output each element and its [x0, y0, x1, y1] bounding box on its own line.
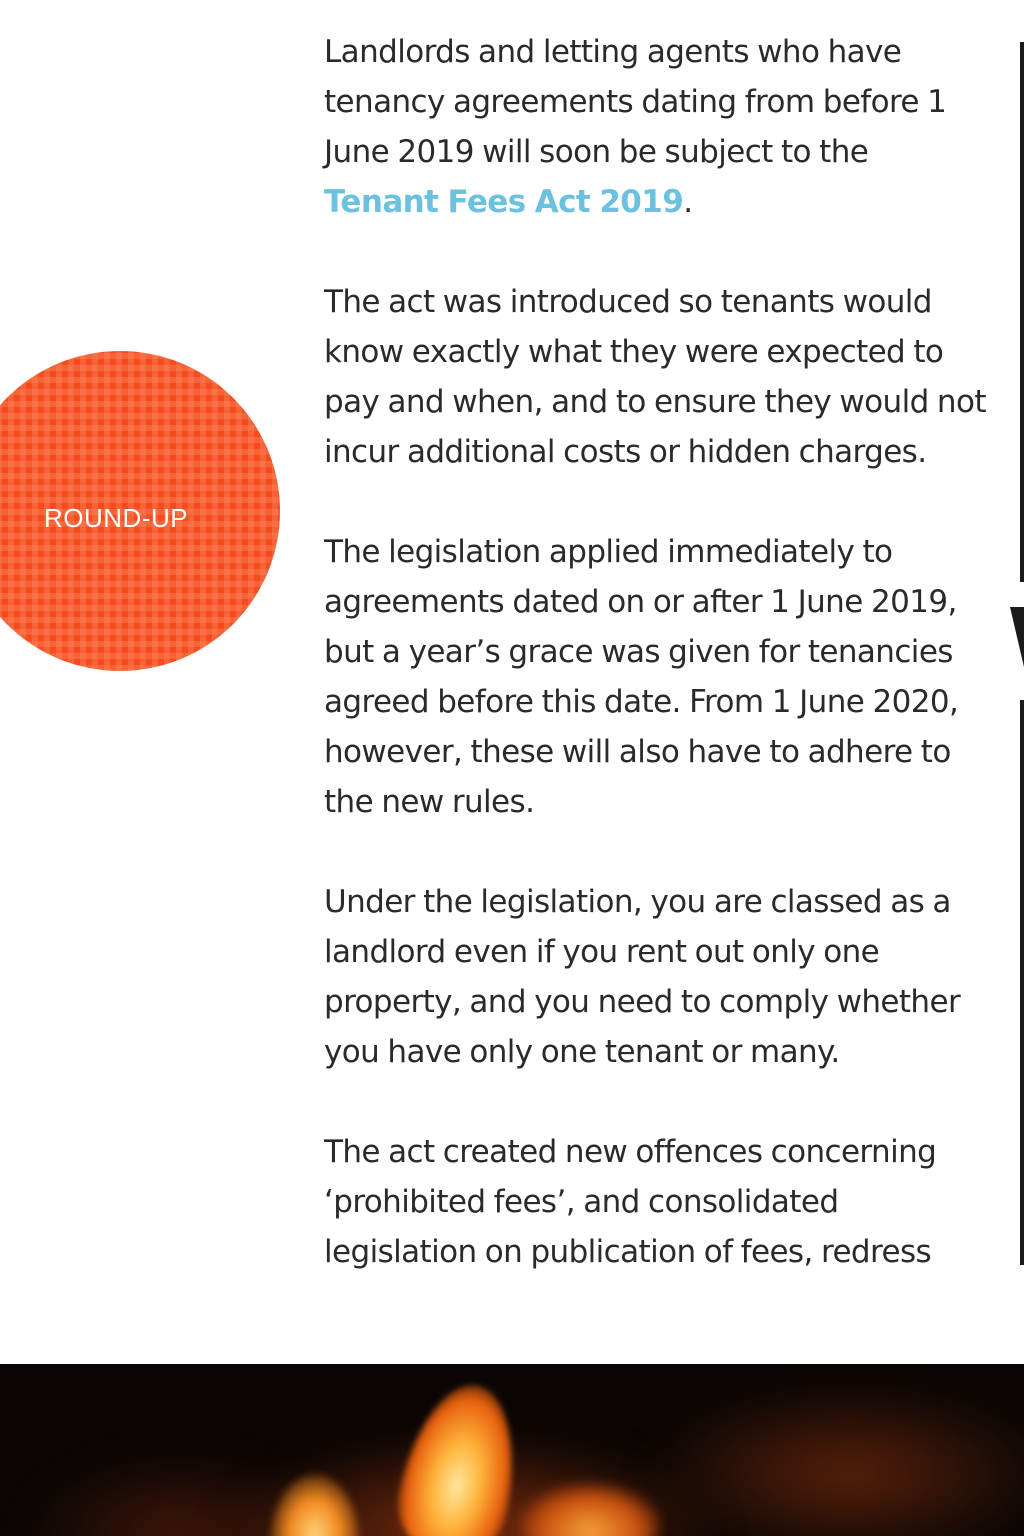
photo-glow: [640, 1384, 1024, 1536]
paragraph-2: The act was introduced so tenants would know exactly what they were expected to pay and when, and to ensure they would not incur additional costs or hidden charges.: [324, 284, 986, 470]
page-edge-mark: [1010, 607, 1024, 667]
paragraph-5: The act created new offences concerning ‘prohibited fees’, and consolidated legislation on publication of fees, redress: [324, 1134, 937, 1270]
paragraph-3: The legislation applied immediately to agreements dated on or after 1 June 2019, but a year’s grace was given for tenancies agreed before this date. From 1 June 2020, however, these will also have to adhere to the new rules.: [324, 534, 959, 820]
page-edge-rule-bottom: [1020, 700, 1024, 1265]
page-edge-rule-top: [1020, 42, 1024, 582]
paragraph-1-text: Landlords and letting agents who have tenancy agreements dating from before 1 June 2019 will soon be subject to the: [324, 34, 947, 170]
flame-image: [0, 1364, 1024, 1536]
badge-label: ROUND-UP: [44, 503, 189, 533]
article-body: [324, 27, 989, 1327]
paragraph-1-end: .: [683, 184, 693, 220]
paragraph-4: Under the legislation, you are classed as a landlord even if you rent out only one property, and you need to comply whether you have only one tenant or many.: [324, 884, 961, 1070]
paragraph-1: [324, 27, 989, 227]
tenant-fees-act-link[interactable]: Tenant Fees Act 2019: [324, 184, 684, 220]
